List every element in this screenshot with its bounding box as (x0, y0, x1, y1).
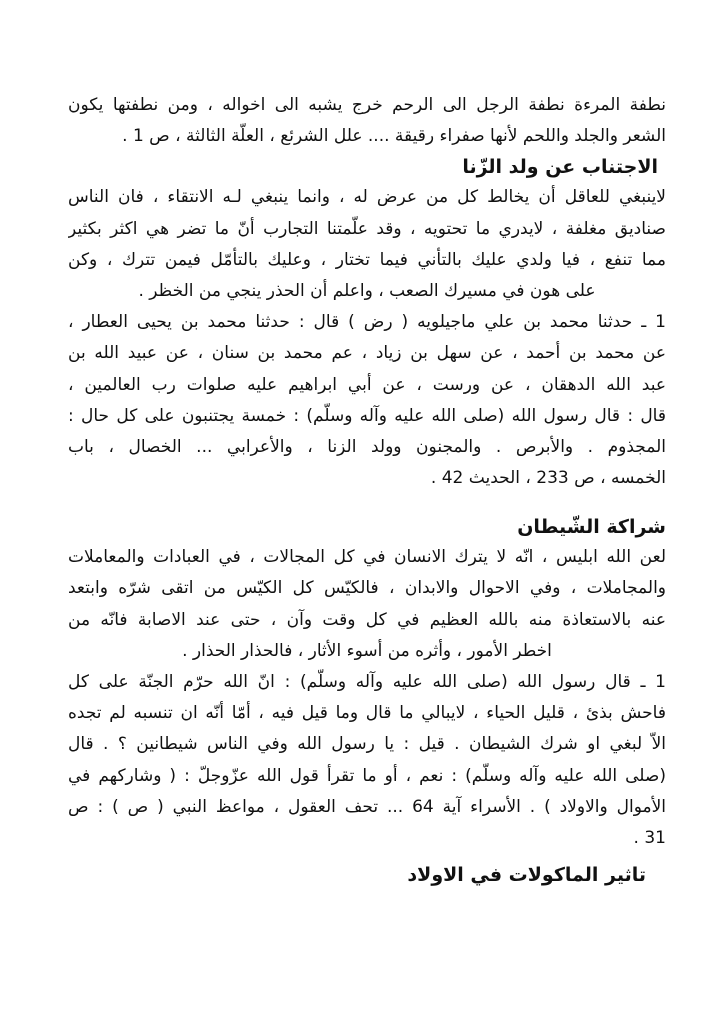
text-line: الاّ لبغي او شرك الشيطان . قيل : يا رسول الله وفي الناس شيطانين ؟ . قال (68, 734, 666, 755)
text-line: صناديق مغلفة ، لايدري ما تحتويه ، وقد علّمتنا التجارب أنّ ما تضر هي اكثر بكثير (68, 218, 666, 239)
text-line: لاينبغي للعاقل أن يخالط كل من عرض له ، وانما ينبغي لـه الانتقاء ، فان الناس (68, 187, 666, 208)
text-line: نطفة المرءة نطفة الرجل الى الرحم خرج يشبه الى اخواله ، ومن نطفتها يكون (68, 95, 666, 115)
text-line: (صلى الله عليه وآله وسلّم) : نعم ، أو ما تقرأ قول الله عزّوجلّ : ( وشاركهم في (68, 765, 666, 786)
text-line: الخمسه ، ص 233 ، الحديث 42 . (430, 468, 666, 489)
section-heading: تاثير الماكولات في الاولاد (407, 864, 646, 887)
text-line: عنه بالاستعاذة منه بالله العظيم في كل وقت وآن ، حتى عند الاصابة فانّه من (68, 609, 666, 630)
text-line: قال : قال رسول الله (صلى الله عليه وآله وسلّم) : خمسة يجتنبون على كل حال : (68, 405, 666, 426)
text-line: 1 ـ قال رسول الله (صلى الله عليه وآله وسلّم) : انّ الله حرّم الجنّة على كل (68, 672, 666, 692)
text-line: مما تنفع ، فيا ولدي عليك بالتأني فيما تختار ، وعليك بالتأمّل فيمن تترك ، وكن (68, 249, 666, 270)
section-heading: الاجتناب عن ولد الزّنا (462, 156, 658, 179)
text-line: على هون في مسيرك الصعب ، واعلم أن الحذر ينجي من الخظر . (138, 280, 596, 301)
text-line: والمجاملات ، وفي الاحوال والابدان ، فالكيّس كل الكيّس من اتقى شرّه وابتعد (68, 578, 666, 599)
text-line: الشعر والجلد واللحم لأنها صفراء رقيقة .... علل الشرئع ، العلّة الثالثة ، ص 1 . (122, 126, 666, 147)
text-line: الأموال والاولاد ) . الأسراء آية 64 ... تحف العقول ، مواعظ النبي ( ص ) : ص (68, 796, 666, 817)
document-page (68, 90, 666, 890)
text-line: عن محمد بن أحمد ، عن سهل بن زياد ، عم محمد بن سنان ، عن عبيد الله بن (68, 343, 666, 364)
text-line: 1 ـ حدثنا محمد بن علي ماجيلويه ( رض ) قال : حدثنا محمد بن يحيى العطار ، (68, 312, 666, 333)
text-line: لعن الله ابليس ، انّه لا يترك الانسان في كل المجالات ، في العبادات والمعاملات (68, 547, 666, 568)
text-line: فاحش بذئ ، قليل الحياء ، لايبالي ما قال وما قيل فيه ، أمّا أنّه ان تنسبه لم تجده (68, 703, 666, 724)
text-line: اخطر الأمور ، وأثره من أسوء الأثار ، فالحذار الحذار . (182, 640, 552, 661)
section-heading: شراكة الشّيطان (517, 516, 666, 539)
text-line: 31 . (633, 827, 666, 848)
text-line: عبد الله الدهقان ، عن ورست ، عن أبي ابراهيم عليه صلوات رب العالمين ، (68, 374, 666, 395)
text-line: المجذوم . والأبرص . والمجنون وولد الزنا ، والأعرابي ... الخصال ، باب (68, 436, 666, 457)
